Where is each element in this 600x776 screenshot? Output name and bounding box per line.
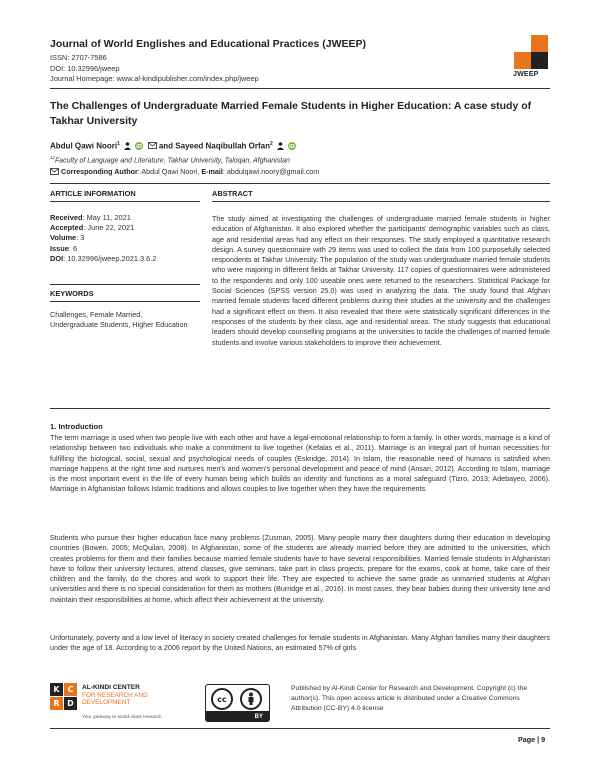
journal-homepage[interactable]: Journal Homepage: www.al-kindipublisher.com/index.php/jweep (50, 74, 259, 83)
article-info-heading: ARTICLE INFORMATION (50, 189, 136, 198)
affiliation-sup: 12 (50, 155, 56, 160)
al-kindi-logo (50, 683, 185, 723)
corresponding-email[interactable]: : abdulqawi.noory@gmail.com (222, 167, 320, 176)
envelope-icon (50, 168, 59, 177)
author-1: Abdul Qawi Noori (50, 141, 118, 151)
keywords-list: Challenges, Female Married, Undergraduate Students, Higher Education (50, 310, 188, 329)
attribution-icon (240, 688, 262, 710)
orcid-icon[interactable] (135, 142, 143, 152)
author-1-sup: 1 (117, 141, 120, 147)
header-divider (50, 88, 550, 89)
svg-text:iD: iD (136, 143, 143, 150)
cc-by-label: BY (254, 714, 263, 720)
accepted-date: : June 22, 2021 (83, 223, 135, 233)
keywords-top-rule (50, 284, 200, 285)
journal-header (50, 38, 490, 85)
volume: : 3 (76, 233, 85, 243)
author-joiner: and (158, 141, 176, 151)
issue: : 6 (68, 243, 78, 253)
author-2: Sayeed Naqibullah Orfan (175, 141, 270, 151)
journal-doi[interactable]: DOI: 10.32996/jweep (50, 63, 120, 73)
article-dates: Received: May 11, 2021 Accepted: June 22, 2021 Volume: 3 Issue: 6 DOI: 10.32996/jweep.2021.3.6.2 (50, 213, 157, 263)
abstract-heading: ABSTRACT (212, 189, 253, 198)
license-text: Published by Al-Kindi Center for Research and Development. Copyright (c) the author(s). This open access article is distributed under a Creative Commons Attribution (CC-BY) 4.0 license (291, 685, 528, 712)
center-subtitle: FOR RESEARCH AND DEVELOPMENT (82, 692, 148, 706)
paragraph-3: Unfortunately, poverty and a low level of literacy in society created challenges for female students in Afghanistan. Many Afghan families marry their daughters under the age of 18. According to a 2006 report by the United Nations, an estimated 57% of girls (50, 633, 550, 653)
journal-issn: ISSN: 2707-7586 (50, 53, 107, 62)
corresponding-name: : Abdul Qawi Noori, (137, 167, 202, 176)
abstract-bottom-rule (50, 408, 550, 409)
info-top-rule (50, 183, 550, 184)
paper-title: The Challenges of Undergraduate Married Female Students in Higher Education: A case study of Takhar University (50, 100, 532, 127)
keywords-heading: KEYWORDS (50, 289, 94, 298)
keywords-rule (50, 301, 200, 302)
page-number: Page | 9 (518, 735, 546, 744)
corresponding-label: Corresponding Author (61, 167, 138, 176)
affiliation (50, 155, 290, 164)
cc-by-badge[interactable] (205, 684, 270, 722)
center-tagline: Your gateway to world-class research (82, 715, 162, 720)
email-icon[interactable] (148, 142, 157, 151)
orcid-icon[interactable] (288, 142, 296, 152)
intro-heading: 1. Introduction (50, 422, 103, 431)
svg-text:iD: iD (289, 143, 296, 150)
journal-meta (50, 53, 490, 85)
journal-title: Journal of World Englishes and Educational Practices (JWEEP) (50, 38, 367, 50)
info-heading-rule (50, 201, 200, 202)
received-date: : May 11, 2021 (82, 213, 131, 222)
author-line (50, 141, 296, 152)
kcrd-mark: K C R D (50, 683, 78, 711)
affiliation-text: Faculty of Language and Literature, Takhar University, Taloqan, Afghanistan (55, 157, 290, 165)
paragraph-1: The term marriage is used when two people live with each other and have a legal-emotional relationship to form a family. In other words, marriage is a kind of relationship between two individuals who make a commitment to live together (Kefalas et al., 2011). Marriage is an integral part of human necessities for fulfilling the biological, social, sexual and psychological needs of couples (Eskridge, 2014). In Islam, the reasonable need of humans is satisfied when marriage happens at the right time and nurtures men's and women's personal development and peace of mind (Ansari, 2012). According to Islam, marriage is the most important event in the life of every human being which builds an identity and functions as a moral safeguard (Tizro, 2013; Adebayeo, 2006). Marriage in Afghanistan follows Islamic traditions and allows couples to live together when they have the requirements. (50, 433, 550, 494)
jweep-logo-text: JWEEP (513, 71, 539, 78)
email-label: E-mail (201, 167, 223, 176)
paragraph-2: Students who pursue their higher education face many problems (Zusman, 2005). Many people marry their daughters during their education in developing countries (Bowen, 2005; McQuilan, 2008). In Afghanistan, some of the students are already married before they are admitted to the universities, which creates problems for them and their families because married female students have to have several responsibilities. Married female students in Afghanistan have to follow their university lectures, attend classes, give seminars, take part in class projects, prepare for the exams, cook at home, take care of their children and the family, do the chores and work to support their life. They are expected to achieve the same grade as unmarried students at Afghan universities and there is no special consideration for them as mothers (Burridge et al., 2016). In most cases, they bear babies during their university time and maintain their responsibilities at home, which affect their achievement at the university. (50, 533, 550, 604)
cc-icon: cc (211, 688, 233, 710)
abstract-heading-rule (212, 201, 550, 202)
person-icon (277, 142, 284, 152)
footer-rule (50, 728, 550, 729)
corresponding-author (50, 167, 319, 177)
person-icon (124, 142, 131, 152)
center-name: AL-KINDI CENTER (82, 684, 140, 691)
author-2-sup: 2 (269, 141, 273, 147)
article-doi[interactable]: : 10.32996/jweep.2021.3.6.2 (63, 253, 157, 263)
abstract-text: The study aimed at investigating the challenges of undergraduate married female students in higher education of Afghanistan. It also explored whether the participants' demographic variables such as class, age and residential areas had any effect on their responses. The study employed a quantitative research design. A survey questionnaire with 29 items was used to collect the data from 100 purposefully selected respondents at Takhar University. The population of the study was undergraduate married female students who were majoring in different fields at Takhar University. 117 copies of questionnaires were administered to the respondents and only 100 useable ones were returned to the researchers. Statistical Package for Social Sciences (SPSS version 25.0) was used in analyzing the data. The study found that Afghan married female students faced different problems during their studies at the university and the challenges had a significant effect on them. It also revealed that there were statistically significant differences in the responses of the students by their class, age and residential areas. The study suggests that educational leaders should develop counselling programs at the universities to tackle the challenges of married female students and involve various stakeholders to improve their achievement. (212, 214, 550, 347)
